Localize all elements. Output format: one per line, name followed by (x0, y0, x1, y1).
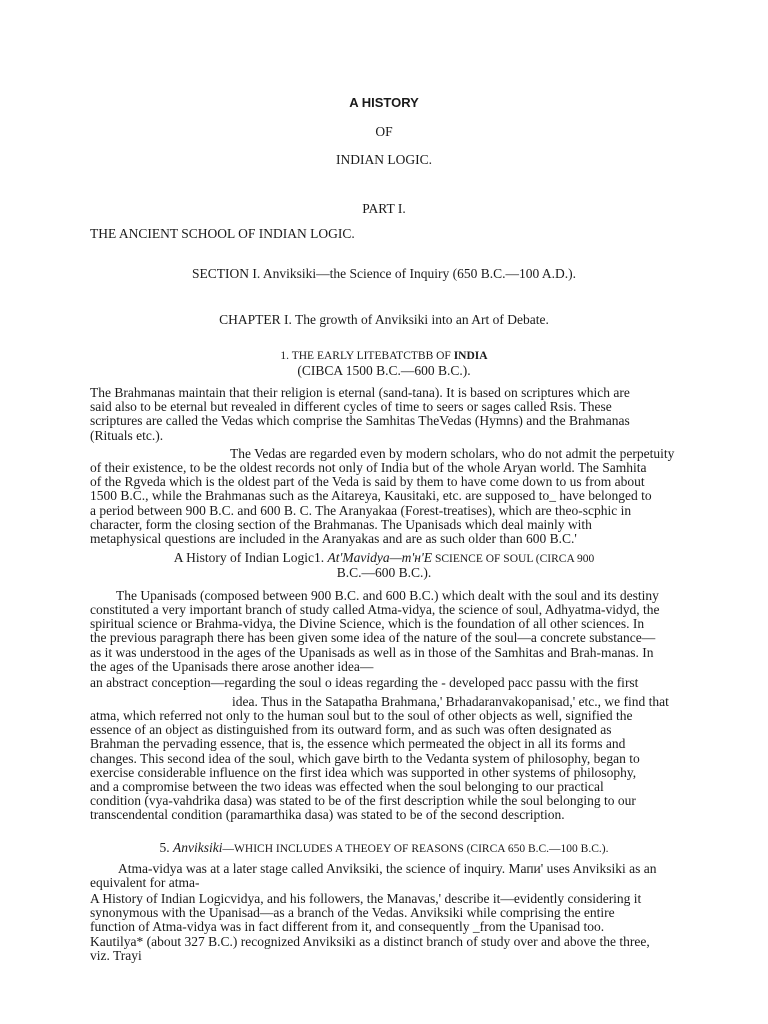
section-heading: SECTION I. Anviksiki—the Science of Inquiry (650 B.C.—100 A.D.). (192, 266, 576, 281)
paragraph-6 (90, 892, 722, 963)
paragraph-line: the previous paragraph there has been given some idea of the nature of the soul—a concrete substance— (90, 630, 656, 646)
section-3-name: Anviksiki (173, 840, 223, 855)
paragraph-line: scriptures are called the Vedas which comprise the Samhitas TheVedas (Hymns) and the Brahmanas (90, 413, 630, 429)
paragraph-line: transcendental condition (paramarthika dasa) was stated to be of the second description. (90, 807, 565, 823)
part-heading: PART I. (362, 201, 406, 216)
paragraph-line: spiritual science or Brahma-vidya, the Divine Science, which is the foundation of all other sciences. In (90, 616, 645, 632)
paragraph-line: of the Rgveda which is the oldest part of the Veda is said by them to have come down to us from about (90, 474, 645, 490)
paragraph-line: condition (vya-vahdrika dasa) was stated to be of the first description while the soul belonging to our (90, 793, 636, 809)
section-1-date: (CIBCA 1500 B.C.—600 B.C.). (297, 363, 471, 378)
paragraph-line: a period between 900 B.C. and 600 B. C. The Aranyakaa (Forest-treatises), which are theo-scphic in (90, 502, 632, 518)
paragraph-line: equivalent for atma- (90, 875, 200, 890)
section-1-title-text: 1. THE EARLY LITEBATCTBB OF (280, 350, 454, 362)
paragraph-2 (90, 461, 722, 546)
paragraph-line: (Rituals etc.). (90, 427, 164, 443)
paragraph-line: exercise considerable influence on the first idea which was supported in other systems of philosophy, (90, 764, 637, 780)
paragraph-line: metaphysical questions are included in the Aranyakas and are as such older than 600 B.C.' (90, 531, 577, 547)
book-title: A HISTORY (349, 95, 419, 110)
section-2-title (0, 551, 768, 566)
paragraph-4-lead-line: an abstract conception—regarding the soul o ideas regarding the - developed pacc passu with the first (90, 675, 639, 690)
paragraph-line: atma, which referred not only to the human soul but to the soul of other objects as well, signified the (90, 708, 633, 723)
paragraph-line: synonymous with the Upanisad—as a branch of the Vedas. Anviksiki while comprising the entire (90, 905, 615, 921)
paragraph-1 (90, 386, 722, 443)
paragraph-line: character, form the closing section of the Brahmanas. The Upanisads which deal mainly with (90, 516, 592, 532)
chapter-heading: CHAPTER I. The growth of Anviksiki into an Art of Debate. (219, 312, 549, 327)
paragraph-5 (90, 876, 722, 890)
paragraph-line: of their existence, to be the oldest records not only of India but of the whole Aryan world. The Samhita (90, 460, 647, 475)
paragraph-line: changes. This second idea of the soul, which gave birth to the Vedanta system of philosophy, began to (90, 750, 640, 766)
paragraph-line: and a compromise between the two ideas was effected when the soul belonging to our practical (90, 779, 604, 795)
school-heading: THE ANCIENT SCHOOL OF INDIAN LOGIC. (90, 226, 355, 241)
section-3-title (0, 841, 768, 856)
paragraph-3 (90, 603, 722, 674)
section-3-rest: —WHICH INCLUDES A THEOEY OF REASONS (CIRCA 650 B.C.—100 B.C.). (222, 843, 609, 855)
paragraph-line: The Brahmanas maintain that their religion is eternal (sand-tana). It is based on scriptures which are (90, 385, 630, 400)
section-2-title-name: At'Mavidya—m'н'E (327, 550, 433, 565)
paragraph-3-first-line: The Upanisads (composed between 900 B.C. and 600 B.C.) which dealt with the soul and its destiny (116, 588, 659, 603)
section-2-title-rest: SCIENCE OF SOUL (CIRCA 900 (432, 553, 595, 565)
section-1-title (0, 348, 768, 363)
section-2-title-prefix: A History of Indian Logic1. (173, 550, 328, 565)
paragraph-line: viz. Trayi (90, 947, 142, 963)
book-subject: INDIAN LOGIC. (336, 152, 432, 167)
paragraph-4 (90, 709, 722, 823)
paragraph-5-first-line: Atma-vidya was at a later stage called Anviksiki, the science of inquiry. Мапи' uses Anviksiki as an (118, 861, 657, 876)
paragraph-4-first-line: idea. Thus in the Satapatha Brahmana,' Brhadaranvakopanisad,' etc., we find that (232, 694, 669, 709)
section-1-title-bold: INDIA (453, 350, 488, 362)
paragraph-line: Kautilya* (about 327 B.C.) recognized Anviksiki as a distinct branch of study over and above the three, (90, 933, 650, 949)
section-2-date: B.C.—600 B.C.). (336, 565, 432, 580)
paragraph-line: the ages of the Upanisads there arose another idea— (90, 658, 374, 674)
paragraph-line: said also to be eternal but revealed in different cycles of time to seers or sages called Rsis. These (90, 399, 612, 415)
paragraph-line: function of Atma-vidya was in fact different from it, and consequently _from the Upanisad too. (90, 919, 605, 935)
paragraph-line: constituted a very important branch of study called Atma-vidya, the science of soul, Adhyatma-vidyd, the (90, 602, 660, 617)
paragraph-line: essence of an object as distinguished from its outward form, and as such was often designated as (90, 722, 612, 738)
title-of: OF (375, 124, 393, 139)
paragraph-line: A History of Indian Logicvidya, and his followers, the Manavas,' describe it—evidently considering it (90, 891, 642, 906)
paragraph-line: Brahman the pervading essence, that is, the essence which permeated the object in all its forms and (90, 736, 626, 752)
paragraph-line: 1500 B.C., while the Brahmanas such as the Aitareya, Kausitaki, etc. are supposed to_ have belonged to (90, 488, 652, 504)
paragraph-2-first-line: The Vedas are regarded even by modern scholars, who do not admit the perpetuity (230, 446, 675, 461)
section-3-number: 5. (159, 840, 174, 855)
paragraph-line: as it was understood in the ages of the Upanisads as well as in those of the Samhitas and Brah-manas. In (90, 644, 654, 660)
